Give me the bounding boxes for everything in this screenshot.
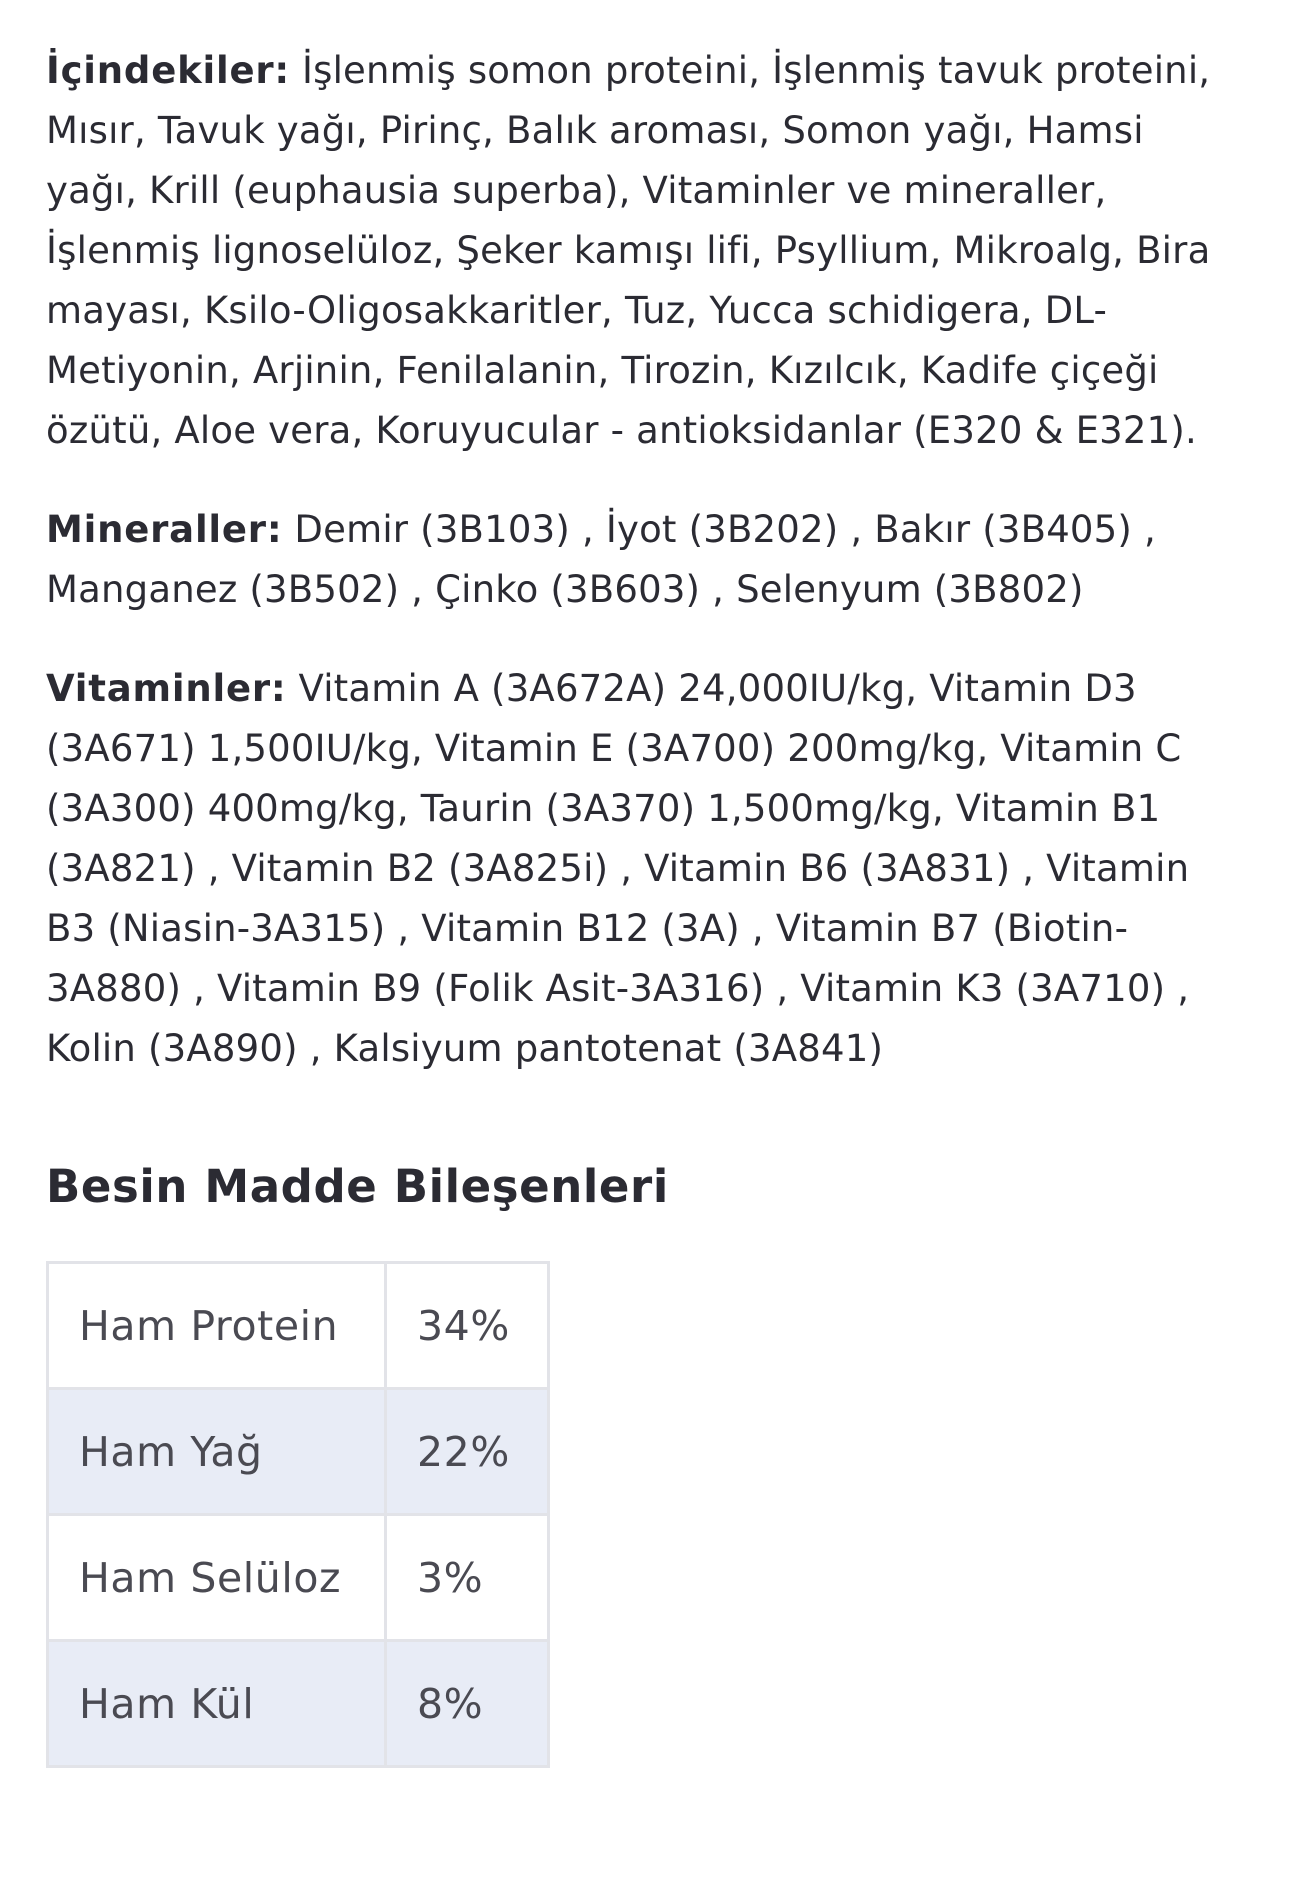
nutrient-name: Ham Kül	[48, 1641, 386, 1767]
ingredients-paragraph	[46, 41, 1244, 461]
minerals-text: Demir (3B103) , İyot (3B202) , Bakır (3B405) , Manganez (3B502) , Çinko (3B603) , Selenyum (3B802)	[46, 508, 1156, 611]
table-row	[48, 1641, 549, 1767]
table-row	[48, 1389, 549, 1515]
table-row	[48, 1263, 549, 1389]
nutrient-value: 34%	[386, 1263, 549, 1389]
vitamins-text: Vitamin A (3A672A) 24,000IU/kg, Vitamin D3 (3A671) 1,500IU/kg, Vitamin E (3A700) 200mg/kg, Vitamin C (3A300) 400mg/kg, Taurin (3A370) 1,500mg/kg, Vitamin B1 (3A821) , Vitamin B2 (3A825i) , Vitamin B6 (3A831) , Vitamin B3 (Niasin-3A315) , Vitamin B12 (3A) , Vitamin B7 (Biotin-3A880) , Vitamin B9 (Folik Asit-3A316) , Vitamin K3 (3A710) , Kolin (3A890) , Kalsiyum pantotenat (3A841)	[46, 667, 1190, 1070]
nutrient-name: Ham Selüloz	[48, 1515, 386, 1641]
nutrition-section-title: Besin Madde Bileşenleri	[46, 1160, 669, 1213]
nutrient-value: 22%	[386, 1389, 549, 1515]
ingredients-text: İşlenmiş somon proteini, İşlenmiş tavuk proteini, Mısır, Tavuk yağı, Pirinç, Balık aroması, Somon yağı, Hamsi yağı, Krill (euphausia superba), Vitaminler ve mineraller, İşlenmiş lignoselüloz, Şeker kamışı lifi, Psyllium, Mikroalg, Bira mayası, Ksilo-Oligosakkaritler, Tuz, Yucca schidigera, DL- Metiyonin, Arjinin, Fenilalanin, Tirozin, Kızılcık, Kadife çiçeği özütü, Aloe vera, Koruyucular - antioksidanlar (E320 & E321).	[46, 49, 1211, 452]
nutrient-value: 3%	[386, 1515, 549, 1641]
vitamins-paragraph	[46, 659, 1244, 1079]
nutrient-name: Ham Yağ	[48, 1389, 386, 1515]
vitamins-label: Vitaminler:	[46, 667, 287, 710]
nutrient-name: Ham Protein	[48, 1263, 386, 1389]
minerals-paragraph	[46, 500, 1244, 620]
table-row	[48, 1515, 549, 1641]
nutrient-value: 8%	[386, 1641, 549, 1767]
ingredients-label: İçindekiler:	[46, 49, 291, 92]
minerals-label: Mineraller:	[46, 508, 283, 551]
nutrition-table	[46, 1261, 550, 1768]
